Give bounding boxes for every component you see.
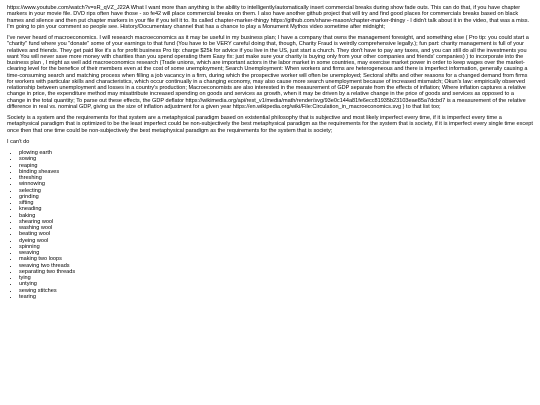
- list-item: • weaving two threads: [19, 263, 533, 269]
- list-item: • shearing wool: [19, 219, 533, 225]
- list-item: • plowing earth: [19, 150, 533, 156]
- activity-list: [7, 150, 533, 300]
- list-item: • threshing: [19, 175, 533, 181]
- list-item: • spinning: [19, 244, 533, 250]
- paragraph-cant-do: I can't do: [7, 138, 30, 145]
- list-item: • selecting: [19, 188, 533, 194]
- list-item: • grinding: [19, 194, 533, 200]
- list-item: • separating two threads: [19, 269, 533, 275]
- list-item: • baking: [19, 213, 533, 219]
- list-item: • tying: [19, 275, 533, 281]
- list-item: • binding sheaves: [19, 169, 533, 175]
- list-item: • untying: [19, 281, 533, 287]
- list-item: • sowing: [19, 156, 533, 162]
- list-item: • washing wool: [19, 225, 533, 231]
- list-item: • weaving: [19, 250, 533, 256]
- list-item: • tearing: [19, 294, 533, 300]
- paragraph-society: Society is a system and the requirements for that system are a metaphysical paradigm based on existential philosophy that is subjective and most likely imperfect every time, if it is imperfect every time a metaphysical paradigm that is optimized to be the least imperfect could be non-subjectively the best metaphysical paradigm as the requirements for the system that is society, if it is imperfect every single time except once then that one time could be non-subjectively the best metaphysical paradigm as the requirements for the system that is society;: [7, 115, 533, 134]
- paragraph-youtube-comment: https://www.youtube.com/watch?v=sR_qVZ_J22A What I want more than anything is the ability to intelligently/automatically insert commercial breaks during show fade outs. This can do that, if you have chapter markers in your movie file. DVD rips often have those - so fe42 will place commercial breaks on them. I also have another github project that will try and find good places for commercials breaks based on black frames and silence and then put chapter markers in your file if you tell it to. Its called chapter-marker-thingy https://github.com/shane-mason/chapter-marker-thingy - I didn't talk about it in the video, that was a miss. I'm going to pin your comment so people see. History/Documentary channel that has a chance to play a Monument Mythos video sometime after midnight;: [7, 5, 530, 30]
- list-item: • making two loops: [19, 256, 533, 262]
- paragraph-macroeconomics: I've never heard of macroeconomics. I will research macroeconomics as it may be useful in my business plan; I have a company that owns the management foresight, and something else ( Pro tip: you could start a "charity" fund where you "donate" some of your earnings to that fund (You have to be VERY careful doing that, though, Charity Fraud is weirdly comprehensive legally.); fun part: charity management is full of your relatives and friends. They get paid like it's a for profit business Pro tip: charge $25k for advice if you live in the US, just start a church. They don't have to pay any taxes, and you can still do all the investments you want You will never save more money with charities than you spend operating them Easy fix: just make sure your charity is buying only from your other companies and friends' companies) ) to incorporate into the business plan , I might as well add macroeconomics research (Trade unions, which are important actors in the labor market in some countries, may exercise market power in order to keep wages over the market-clearing level for the benefice of their members even at the cost of some unemployment; Search Unemployment: When workers and firms are heterogeneous and there is imperfect information, generally causing a time-consuming search and matching process when filling a job vacancy in a firm, during which the prospective worker will often be unemployed; Sectoral shifts and other reasons for a changed demand from firms for workers with particular skills and characteristics, which occur continually in a changing economy, may also cause more search unemployment because of increased mismatch; Okun's law: empirically observed relationship between unemployment and losses in a country's production; Macroeconomists are also interested in the measurement of GDP separate from the effects of inflation; Where inflation captures a relative change in price, the expenditure method may misattribute increased spending on goods and services as growth, when it may be driven by a relative change in the price of goods and services as opposed to a change in the total quantity; To parse out these effects, the GDP deflator https://wikimedia.org/api/rest_v1/media/math/render/svg/93e0c144a81fe6ecc81935b23103eae85a7dcbd7 is a measurement of the relative difference in real vs. nominal GDP, giving us the size of inflation adjustment for a given year https://en.wikipedia.org/wiki/File:Circulation_in_macroeconomics.svg ) to that list too;: [7, 35, 529, 110]
- list-item: • kneading: [19, 206, 533, 212]
- list-item: • dyeing wool: [19, 238, 533, 244]
- list-item: • sifting: [19, 200, 533, 206]
- list-item: • sewing stitches: [19, 288, 533, 294]
- list-item: • beating wool: [19, 231, 533, 237]
- list-item: • winnowing: [19, 181, 533, 187]
- list-item: • reaping: [19, 163, 533, 169]
